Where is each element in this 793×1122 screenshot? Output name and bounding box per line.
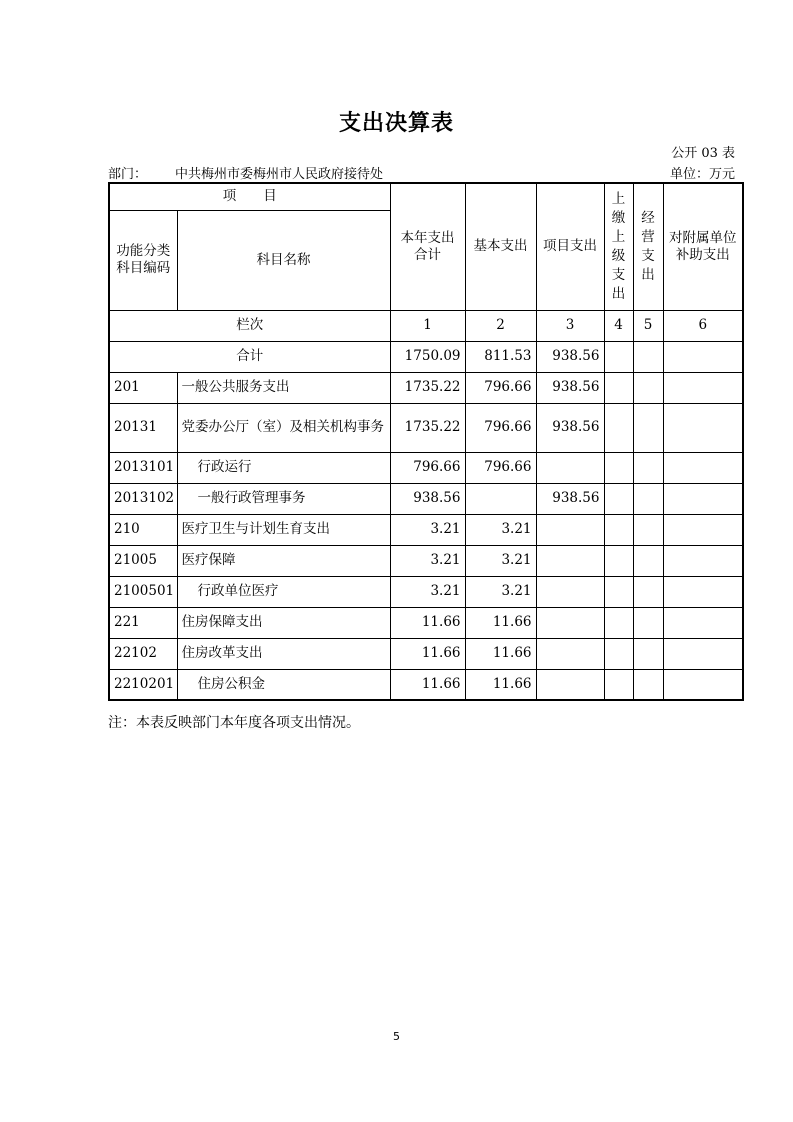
cell-project bbox=[536, 514, 604, 545]
cell-project bbox=[536, 576, 604, 607]
cell-business bbox=[633, 341, 663, 372]
cell-total: 796.66 bbox=[390, 452, 465, 483]
col-num: 2 bbox=[465, 310, 536, 341]
cell-project bbox=[536, 638, 604, 669]
cell-business bbox=[633, 372, 663, 403]
cell-name: 医疗卫生与计划生育支出 bbox=[177, 514, 390, 545]
cell-business bbox=[633, 403, 663, 452]
cell-name: 行政运行 bbox=[177, 452, 390, 483]
cell-subsidiary bbox=[663, 514, 743, 545]
cell-total: 3.21 bbox=[390, 545, 465, 576]
cell-project: 938.56 bbox=[536, 341, 604, 372]
cell-name: 行政单位医疗 bbox=[177, 576, 390, 607]
cell-total: 11.66 bbox=[390, 638, 465, 669]
cell-subsidiary bbox=[663, 452, 743, 483]
department-name: 中共梅州市委梅州市人民政府接待处 bbox=[175, 167, 384, 182]
cell-basic: 796.66 bbox=[465, 403, 536, 452]
header-project: 项目支出 bbox=[536, 183, 604, 310]
cell-business bbox=[633, 607, 663, 638]
cell-basic: 796.66 bbox=[465, 372, 536, 403]
cell-name: 一般行政管理事务 bbox=[177, 483, 390, 514]
cell-project bbox=[536, 452, 604, 483]
cell-subsidiary bbox=[663, 576, 743, 607]
header-total: 本年支出合计 bbox=[390, 183, 465, 310]
cell-code: 20131 bbox=[109, 403, 177, 452]
col-num: 5 bbox=[633, 310, 663, 341]
cell-business bbox=[633, 452, 663, 483]
table-row bbox=[109, 452, 743, 483]
cell-upper bbox=[604, 403, 633, 452]
cell-upper bbox=[604, 607, 633, 638]
cell-upper bbox=[604, 638, 633, 669]
table-row bbox=[109, 638, 743, 669]
cell-code: 2210201 bbox=[109, 669, 177, 700]
cell-total: 1750.09 bbox=[390, 341, 465, 372]
cell-project bbox=[536, 607, 604, 638]
cell-total: 3.21 bbox=[390, 514, 465, 545]
cell-subsidiary bbox=[663, 669, 743, 700]
cell-total: 11.66 bbox=[390, 607, 465, 638]
table-row bbox=[109, 483, 743, 514]
cell-code: 2013101 bbox=[109, 452, 177, 483]
col-num: 6 bbox=[663, 310, 743, 341]
cell-name: 住房公积金 bbox=[177, 669, 390, 700]
department-label: 部门： bbox=[108, 167, 148, 182]
table-row bbox=[109, 607, 743, 638]
cell-business bbox=[633, 669, 663, 700]
cell-business bbox=[633, 638, 663, 669]
cell-project: 938.56 bbox=[536, 372, 604, 403]
cell-basic: 3.21 bbox=[465, 545, 536, 576]
cell-subsidiary bbox=[663, 545, 743, 576]
cell-basic: 11.66 bbox=[465, 607, 536, 638]
cell-business bbox=[633, 483, 663, 514]
header-subsidiary: 对附属单位补助支出 bbox=[663, 183, 743, 310]
header-subject-name: 科目名称 bbox=[177, 210, 390, 310]
table-row bbox=[109, 669, 743, 700]
cell-business bbox=[633, 545, 663, 576]
cell-project: 938.56 bbox=[536, 483, 604, 514]
header-basic: 基本支出 bbox=[465, 183, 536, 310]
page-title: 支出决算表 bbox=[338, 110, 454, 136]
cell-subsidiary bbox=[663, 341, 743, 372]
cell-project bbox=[536, 545, 604, 576]
cell-name: 住房改革支出 bbox=[177, 638, 390, 669]
col-num: 1 bbox=[390, 310, 465, 341]
cell-basic bbox=[465, 483, 536, 514]
cell-upper bbox=[604, 341, 633, 372]
column-number-row bbox=[109, 310, 743, 341]
cell-total: 1735.22 bbox=[390, 403, 465, 452]
header-item: 项 目 bbox=[109, 183, 390, 210]
footnote: 注：本表反映部门本年度各项支出情况。 bbox=[108, 715, 360, 731]
col-num: 3 bbox=[536, 310, 604, 341]
cell-upper bbox=[604, 545, 633, 576]
cell-basic: 796.66 bbox=[465, 452, 536, 483]
page-number: 5 bbox=[393, 1030, 400, 1043]
table-row bbox=[109, 372, 743, 403]
cell-code: 21005 bbox=[109, 545, 177, 576]
table-row bbox=[109, 576, 743, 607]
cell-project bbox=[536, 669, 604, 700]
cell-code: 22102 bbox=[109, 638, 177, 669]
total-row bbox=[109, 341, 743, 372]
header-upper: 上缴上级支出 bbox=[604, 183, 633, 310]
cell-name: 一般公共服务支出 bbox=[177, 372, 390, 403]
cell-code: 221 bbox=[109, 607, 177, 638]
unit-label: 单位：万元 bbox=[669, 167, 735, 182]
expenditure-table bbox=[108, 182, 744, 701]
cell-project: 938.56 bbox=[536, 403, 604, 452]
cell-total: 3.21 bbox=[390, 576, 465, 607]
cell-upper bbox=[604, 669, 633, 700]
cell-subsidiary bbox=[663, 607, 743, 638]
cell-upper bbox=[604, 514, 633, 545]
cell-name: 党委办公厅（室）及相关机构事务 bbox=[177, 403, 390, 452]
form-number: 公开 03 表 bbox=[671, 146, 735, 161]
cell-basic: 11.66 bbox=[465, 669, 536, 700]
cell-basic: 11.66 bbox=[465, 638, 536, 669]
table-row bbox=[109, 514, 743, 545]
cell-total: 11.66 bbox=[390, 669, 465, 700]
cell-basic: 3.21 bbox=[465, 514, 536, 545]
department-line bbox=[108, 163, 383, 182]
cell-upper bbox=[604, 483, 633, 514]
cell-code: 210 bbox=[109, 514, 177, 545]
cell-total: 1735.22 bbox=[390, 372, 465, 403]
cell-subsidiary bbox=[663, 638, 743, 669]
cell-subsidiary bbox=[663, 403, 743, 452]
cell-code: 2013102 bbox=[109, 483, 177, 514]
header-business: 经营支出 bbox=[633, 183, 663, 310]
cell-upper bbox=[604, 452, 633, 483]
cell-basic: 811.53 bbox=[465, 341, 536, 372]
cell-basic: 3.21 bbox=[465, 576, 536, 607]
cell-upper bbox=[604, 576, 633, 607]
cell-code: 201 bbox=[109, 372, 177, 403]
cell-name: 医疗保障 bbox=[177, 545, 390, 576]
cell-subsidiary bbox=[663, 372, 743, 403]
col-row-label: 栏次 bbox=[109, 310, 390, 341]
cell-upper bbox=[604, 372, 633, 403]
cell-business bbox=[633, 576, 663, 607]
cell-subsidiary bbox=[663, 483, 743, 514]
col-num: 4 bbox=[604, 310, 633, 341]
cell-code: 2100501 bbox=[109, 576, 177, 607]
cell-total: 938.56 bbox=[390, 483, 465, 514]
cell-business bbox=[633, 514, 663, 545]
header-func-code: 功能分类科目编码 bbox=[109, 210, 177, 310]
table-row bbox=[109, 545, 743, 576]
total-label: 合计 bbox=[109, 341, 390, 372]
table-row bbox=[109, 403, 743, 452]
cell-name: 住房保障支出 bbox=[177, 607, 390, 638]
